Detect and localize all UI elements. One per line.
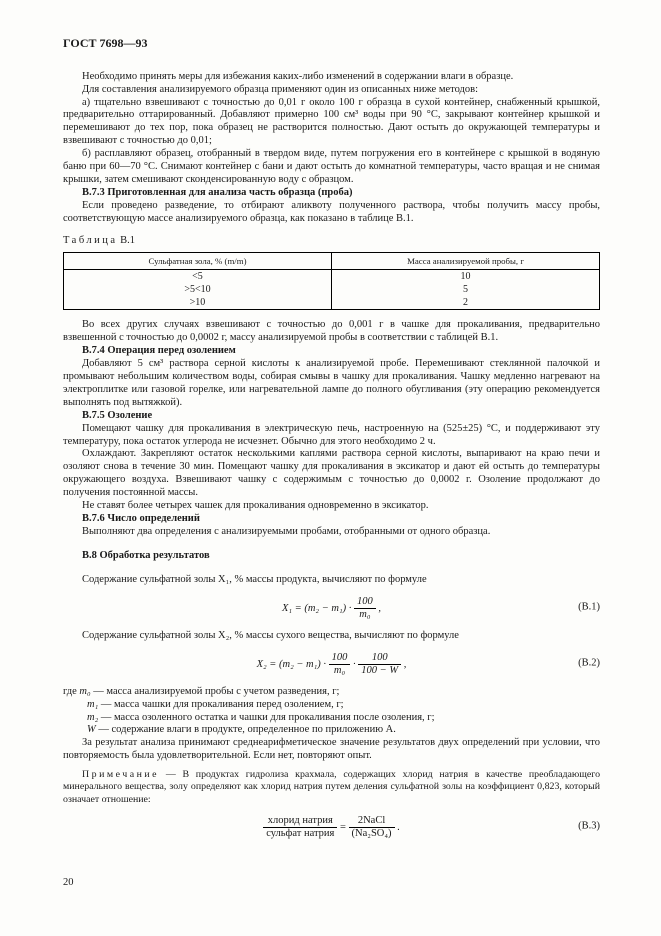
fraction (263, 815, 337, 840)
fraction-denominator: 100 − W (361, 664, 399, 676)
formula-lhs: X₂ = (m₂ − m₁) · (256, 658, 327, 670)
definition-w (63, 724, 600, 737)
paragraph-b75-3: Не ставят более четырех чашек для прокаливания одновременно в эксикатор. (82, 500, 429, 512)
heading-b73: В.7.3 Приготовленная для анализа часть образца (проба) (82, 186, 353, 198)
fraction-numerator: 100 (329, 652, 351, 665)
formula-b1 (63, 596, 600, 621)
fraction (354, 596, 376, 621)
paragraph-b75-2: Охлаждают. Закрепляют остаток несколькими каплями раствора серной кислоты, выпаривают на краю печи и озоляют снова в течение 30 мин. Помещают чашку для прокаливания в эксикатор и дают ей остыть до температуры окружающего воздуха. Взвешивают чашку с содержимым с точностью до 0,0002 г. Озоление продолжают до получения постоянной массы. (63, 448, 600, 499)
doc-number: ГОСТ 7698—93 (63, 36, 148, 50)
symbol-m2: m₂ (87, 711, 99, 723)
table-row (64, 296, 600, 310)
table-header-mass: Масса анализируемой пробы, г (332, 252, 600, 270)
fraction-numerator: 2NaCl (349, 815, 395, 828)
table-b1 (63, 252, 600, 311)
definition-text: — масса чашки для прокаливания перед озолением, г; (100, 698, 344, 710)
table-cell-mass: 2 (332, 296, 600, 310)
paragraph-formula1-intro: Содержание сульфатной золы X₁, % массы продукта, вычисляют по формуле (82, 573, 427, 585)
formula-tail: , (403, 658, 407, 670)
formula-b2 (63, 652, 600, 677)
paragraph-b73: Если проведено разведение, то отбирают аликвоту полученного раствора, чтобы получить массу пробы, соответствующую массе анализируемого образца, как показано в таблице В.1. (63, 199, 600, 224)
equation-number-b1: (В.1) (578, 601, 600, 613)
definition-text: — масса анализируемой пробы с учетом разведения, г; (93, 685, 340, 697)
paragraph-b75-1: Помещают чашку для прокаливания в электрическую печь, настроенную на (525±25) °С, и поддерживают эту температуру, пока остаток углерода не исчезнет. Обычно для этого необходимо 2 ч. (63, 422, 600, 447)
symbol-m0: m₀ (79, 685, 91, 697)
fraction (358, 652, 401, 677)
table-cell-ash: >10 (64, 296, 332, 310)
equation-number-b3: (В.3) (578, 820, 600, 832)
formula-tail: . (397, 821, 400, 833)
table-cell-ash: >5<10 (64, 283, 332, 296)
fraction-numerator: хлорид натрия (263, 815, 337, 828)
page-number: 20 (63, 877, 74, 889)
heading-b74: В.7.4 Операция перед озолением (82, 345, 236, 357)
fraction-denominator: (Na₂SO₄) (351, 827, 392, 839)
definition-m0 (63, 686, 600, 699)
where-label: где (63, 685, 77, 697)
multiplication-dot: · (353, 658, 356, 670)
heading-b75: В.7.5 Озоление (82, 409, 153, 421)
formula-tail: , (378, 602, 382, 614)
formula-b3 (63, 815, 600, 840)
fraction-numerator: 100 (354, 596, 376, 609)
fraction-numerator: 100 (358, 652, 401, 665)
fraction-denominator: m₀ (359, 608, 371, 620)
table-caption-ref: В.1 (120, 234, 136, 246)
fraction (329, 652, 351, 677)
paragraph-result: За результат анализа принимают среднеарифметическое значение результатов двух определений при условии, что повторяемость была удовлетворительной. Если нет, повторяют опыт. (63, 737, 600, 762)
table-cell-mass: 10 (332, 270, 600, 284)
table-row (64, 283, 600, 296)
heading-b76: В.7.6 Число определений (82, 512, 200, 524)
paragraph-b76: Выполняют два определения с анализируемыми пробами, отобранными от одного образца. (82, 525, 491, 537)
table-row (64, 270, 600, 284)
note-text: — В продуктах гидролиза крахмала, содержащих хлорид натрия в качестве преобладающего минерального вещества, золу определяют как хлорид натрия путем деления сульфатной золы на коэффициент 0,823, который означает отношение: (63, 769, 601, 805)
note-label: Примечание (82, 769, 160, 781)
symbol-m1: m₁ (87, 698, 99, 710)
definition-m2 (63, 712, 600, 725)
table-cell-ash: <5 (64, 270, 332, 284)
table-cell-mass: 5 (332, 283, 600, 296)
table-caption (63, 235, 600, 248)
table-caption-word: Таблица (63, 234, 118, 246)
equals-sign: = (340, 821, 346, 833)
equation-number-b2: (В.2) (578, 657, 600, 669)
paragraph-formula2-intro: Содержание сульфатной золы X₂, % массы сухого вещества, вычисляют по формуле (82, 629, 459, 641)
definition-m1 (63, 699, 600, 712)
heading-b8: В.8 Обработка результатов (82, 549, 210, 561)
definition-text: — содержание влаги в продукте, определенное по приложению А. (98, 724, 396, 736)
symbol-definitions (63, 686, 600, 738)
table-body (64, 270, 600, 310)
table-head (64, 252, 600, 270)
paragraph-moisture-note: Необходимо принять меры для избежания каких-либо изменений в содержании влаги в образце. (82, 70, 514, 82)
paragraph-method-a: а) тщательно взвешивают с точностью до 0,01 г около 100 г образца в сухой контейнер, снабженный крышкой, предварительно оттарированный. Добавляют примерно 100 см³ воды при 90 °С, закрывают контейнер крышкой и перемешивают до тех пор, пока образец не растворится полностью. Дают остыть до окружающей температуры и взвешивают с точностью до 0,01; (63, 96, 600, 147)
definition-text: — масса озоленного остатка и чашки для прокаливания после озоления, г; (100, 711, 435, 723)
fraction-denominator: сульфат натрия (266, 827, 335, 839)
paragraph-other-cases: Во всех других случаях взвешивают с точностью до 0,001 г в чашке для прокаливания, предварительно взвешенной с точностью до 0,0002 г, массу анализируемой пробы в соответствии с таблицей В.1. (63, 319, 600, 344)
note-paragraph (63, 769, 600, 806)
paragraph-b74: Добавляют 5 см³ раствора серной кислоты к анализируемой пробе. Перемешивают стеклянной палочкой и промывают небольшим количеством воды, собирая смывы в чашку для прокаливания. Чашку медленно нагревают на электроплитке или газовой горелке, или нагревательной лампе до полного обугливания (эту операцию рекомендуется выполнять под вытяжкой). (63, 358, 600, 408)
fraction (349, 815, 395, 840)
fraction-denominator: m₀ (333, 664, 346, 676)
table-header-ash: Сульфатная зола, % (m/m) (64, 252, 332, 270)
table-header-row (64, 252, 600, 270)
paragraph-methods-intro: Для составления анализируемого образца применяют один из описанных ниже методов: (82, 83, 479, 95)
formula-lhs: X₁ = (m₂ − m₁) · (281, 602, 352, 614)
paragraph-method-b: б) расплавляют образец, отобранный в твердом виде, путем погружения его в контейнере с крышкой в водяную баню при 60—70 °С. Снимают контейнер с бани и дают остыть до комнатной температуры, часто вращая и не снимая крышки, затем смешивают сконденсированную воду с образцом. (63, 148, 600, 185)
symbol-w: W (87, 724, 96, 736)
